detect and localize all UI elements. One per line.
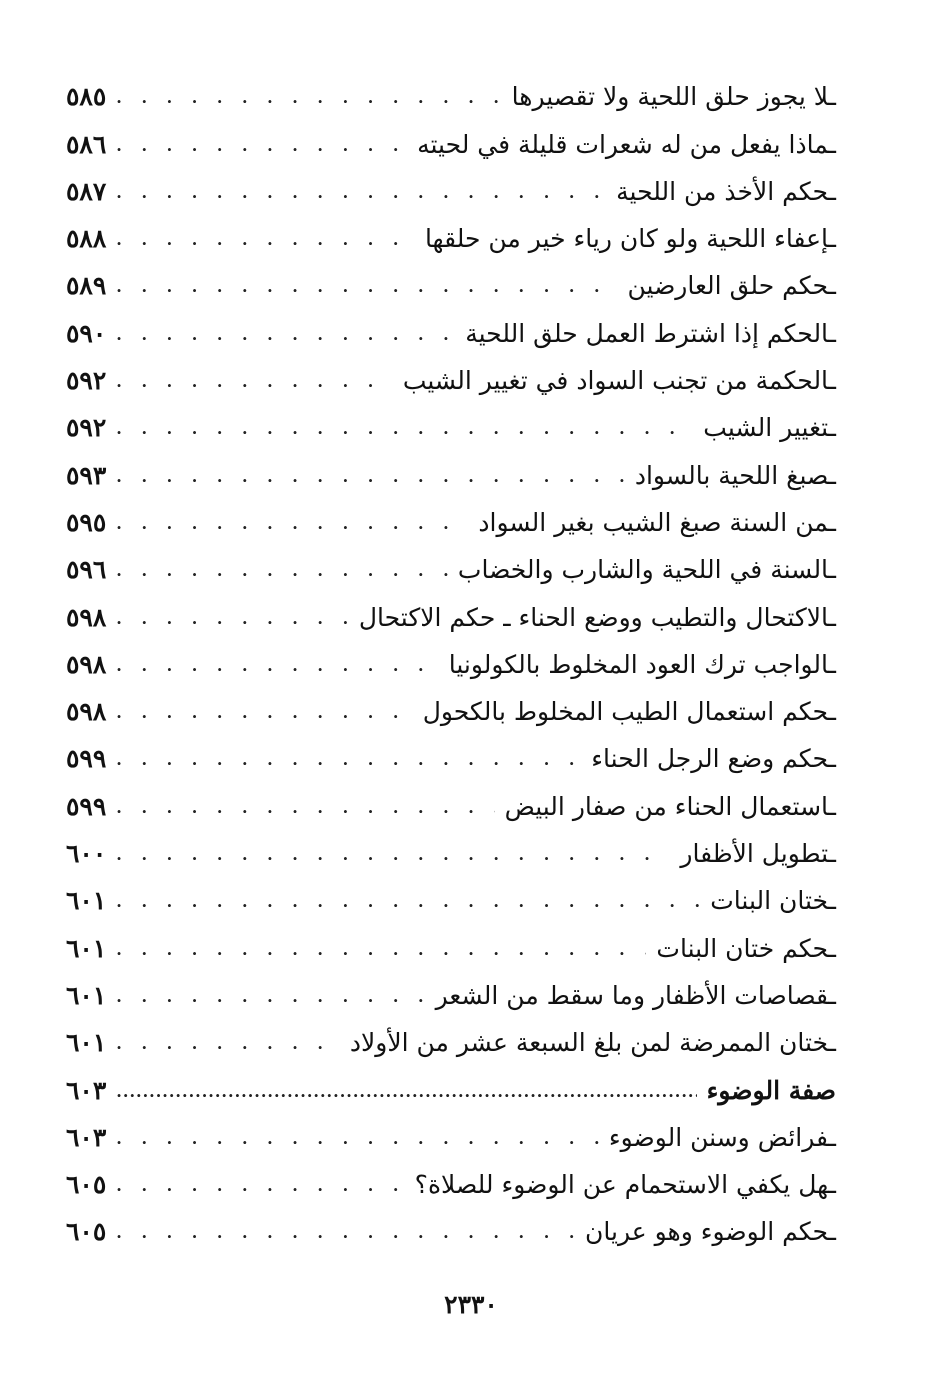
toc-entry-page: ٦٠١ [66, 886, 107, 916]
toc-entry [66, 1199, 836, 1246]
toc-entry-page: ٥٩٨ [66, 649, 107, 679]
dot-leader [116, 230, 415, 253]
toc-entry [66, 773, 836, 820]
dot-leader [116, 987, 425, 1010]
toc-entry [66, 632, 836, 679]
toc-section-heading [66, 1057, 836, 1104]
dot-leader [116, 1034, 340, 1057]
toc-entry-title: ـتطويل الأظفار [680, 839, 836, 869]
toc-entry [66, 537, 836, 584]
toc-entry-page: ٦٠١ [66, 933, 107, 963]
toc-entry [66, 868, 836, 915]
toc-entry-page: ٥٩٨ [66, 602, 107, 632]
toc-entry-title: ـالسنة في اللحية والشارب والخضاب [457, 555, 836, 585]
toc-entry-title: ـفرائض وسنن الوضوء [608, 1122, 836, 1152]
page-number: ٢٣٣٠ [444, 1290, 498, 1319]
dot-leader [116, 419, 693, 442]
toc-entry [66, 915, 836, 962]
dot-leader [116, 1223, 575, 1246]
toc-entry-title: ـصبغ اللحية بالسواد [634, 460, 836, 490]
dot-leader [116, 656, 438, 679]
toc-entry [66, 821, 836, 868]
toc-entry-page: ٥٨٦ [66, 129, 107, 159]
dot-leader [116, 136, 407, 159]
toc-entry [66, 64, 836, 111]
toc-entry [66, 1105, 836, 1152]
dot-leader [116, 845, 670, 868]
toc-entry [66, 159, 836, 206]
dot-leader [116, 277, 617, 300]
toc-entry-title: ـالواجب ترك العود المخلوط بالكولونيا [448, 649, 836, 679]
toc-entry-title: ـالحكم إذا اشترط العمل حلق اللحية [465, 318, 836, 348]
toc-entry-page: ٥٨٥ [66, 82, 107, 112]
toc-entry-title: ـقصاصات الأظفار وما سقط من الشعر [435, 980, 836, 1010]
dot-leader [116, 1129, 599, 1152]
toc-entry [66, 679, 836, 726]
toc-entry-page: ٥٨٧ [66, 176, 107, 206]
dot-leader [116, 703, 412, 726]
toc-entry-title: ـالاكتحال والتطيب ووضع الحناء ـ حكم الاكتحال [358, 602, 836, 632]
toc-entry-page: ٥٩٢ [66, 413, 107, 443]
toc-entry-title: ـماذا يفعل من له شعرات قليلة في لحيته [417, 129, 836, 159]
toc-entry-page: ٦٠١ [66, 1028, 107, 1058]
dot-leader [116, 1082, 696, 1105]
toc-entry-title: ـحكم وضع الرجل الحناء [591, 744, 836, 774]
toc-entry-page: ٥٩٩ [66, 744, 107, 774]
toc-entry [66, 490, 836, 537]
toc-entry-title: ـالحكمة من تجنب السواد في تغيير الشيب [402, 366, 836, 396]
toc-entry-page: ٥٩٨ [66, 697, 107, 727]
toc-entry-title: ـختان البنات [710, 886, 836, 916]
toc-entry-page: ٥٩٩ [66, 791, 107, 821]
toc-entry-page: ٦٠٠ [66, 839, 107, 869]
toc-entry-page: ٦٠٣ [66, 1075, 107, 1105]
toc-entry-title: ـحكم استعمال الطيب المخلوط بالكحول [422, 697, 836, 727]
toc-entry-title: ـمن السنة صبغ الشيب بغير السواد [478, 507, 836, 537]
toc-entry-page: ٥٨٩ [66, 271, 107, 301]
toc-entry [66, 442, 836, 489]
toc-entry-title: ـاستعمال الحناء من صفار البيض [504, 791, 836, 821]
toc-entry-title: ـهل يكفي الاستحمام عن الوضوء للصلاة؟ [414, 1170, 836, 1200]
dot-leader [116, 750, 581, 773]
toc-entry-page: ٥٩٠ [66, 318, 107, 348]
dot-leader [116, 325, 455, 348]
toc-entry-title: ـحكم الأخذ من اللحية [616, 176, 836, 206]
toc-entry [66, 726, 836, 773]
toc-entry-title: ـإعفاء اللحية ولو كان رياء خير من حلقها [424, 224, 836, 254]
toc-entry-title: ـختان الممرضة لمن بلغ السبعة عشر من الأولاد [349, 1028, 836, 1058]
dot-leader [116, 609, 349, 632]
toc-entry [66, 111, 836, 158]
dot-leader [116, 940, 646, 963]
toc-entry [66, 395, 836, 442]
toc-entry [66, 300, 836, 347]
toc-entry-page: ٥٩٢ [66, 366, 107, 396]
toc-entry-title: ـحكم حلق العارضين [627, 271, 836, 301]
toc-entry-page: ٥٩٣ [66, 460, 107, 490]
toc-entry-title: صفة الوضوء [706, 1075, 836, 1105]
toc-entry-page: ٥٨٨ [66, 224, 107, 254]
dot-leader [116, 798, 494, 821]
dot-leader [116, 467, 625, 490]
toc-entry-page: ٦٠١ [66, 980, 107, 1010]
table-of-contents [66, 64, 836, 1246]
toc-entry-title: ـلا يجوز حلق اللحية ولا تقصيرها [511, 82, 836, 112]
toc-entry-title: ـحكم الوضوء وهو عريان [585, 1217, 836, 1247]
toc-entry-title: ـحكم ختان البنات [656, 933, 836, 963]
toc-entry [66, 348, 836, 395]
dot-leader [116, 1176, 404, 1199]
toc-entry [66, 1152, 836, 1199]
toc-entry [66, 206, 836, 253]
toc-entry [66, 584, 836, 631]
dot-leader [116, 561, 448, 584]
dot-leader [116, 183, 606, 206]
toc-entry-page: ٦٠٥ [66, 1170, 107, 1200]
toc-entry-page: ٦٠٣ [66, 1122, 107, 1152]
dot-leader [116, 372, 393, 395]
dot-leader [116, 892, 700, 915]
dot-leader [116, 88, 501, 111]
toc-entry-page: ٥٩٥ [66, 507, 107, 537]
toc-entry [66, 963, 836, 1010]
dot-leader [116, 514, 468, 537]
toc-entry [66, 253, 836, 300]
toc-entry-page: ٦٠٥ [66, 1217, 107, 1247]
toc-entry [66, 1010, 836, 1057]
toc-entry-title: ـتغيير الشيب [703, 413, 836, 443]
toc-entry-page: ٥٩٦ [66, 555, 107, 585]
